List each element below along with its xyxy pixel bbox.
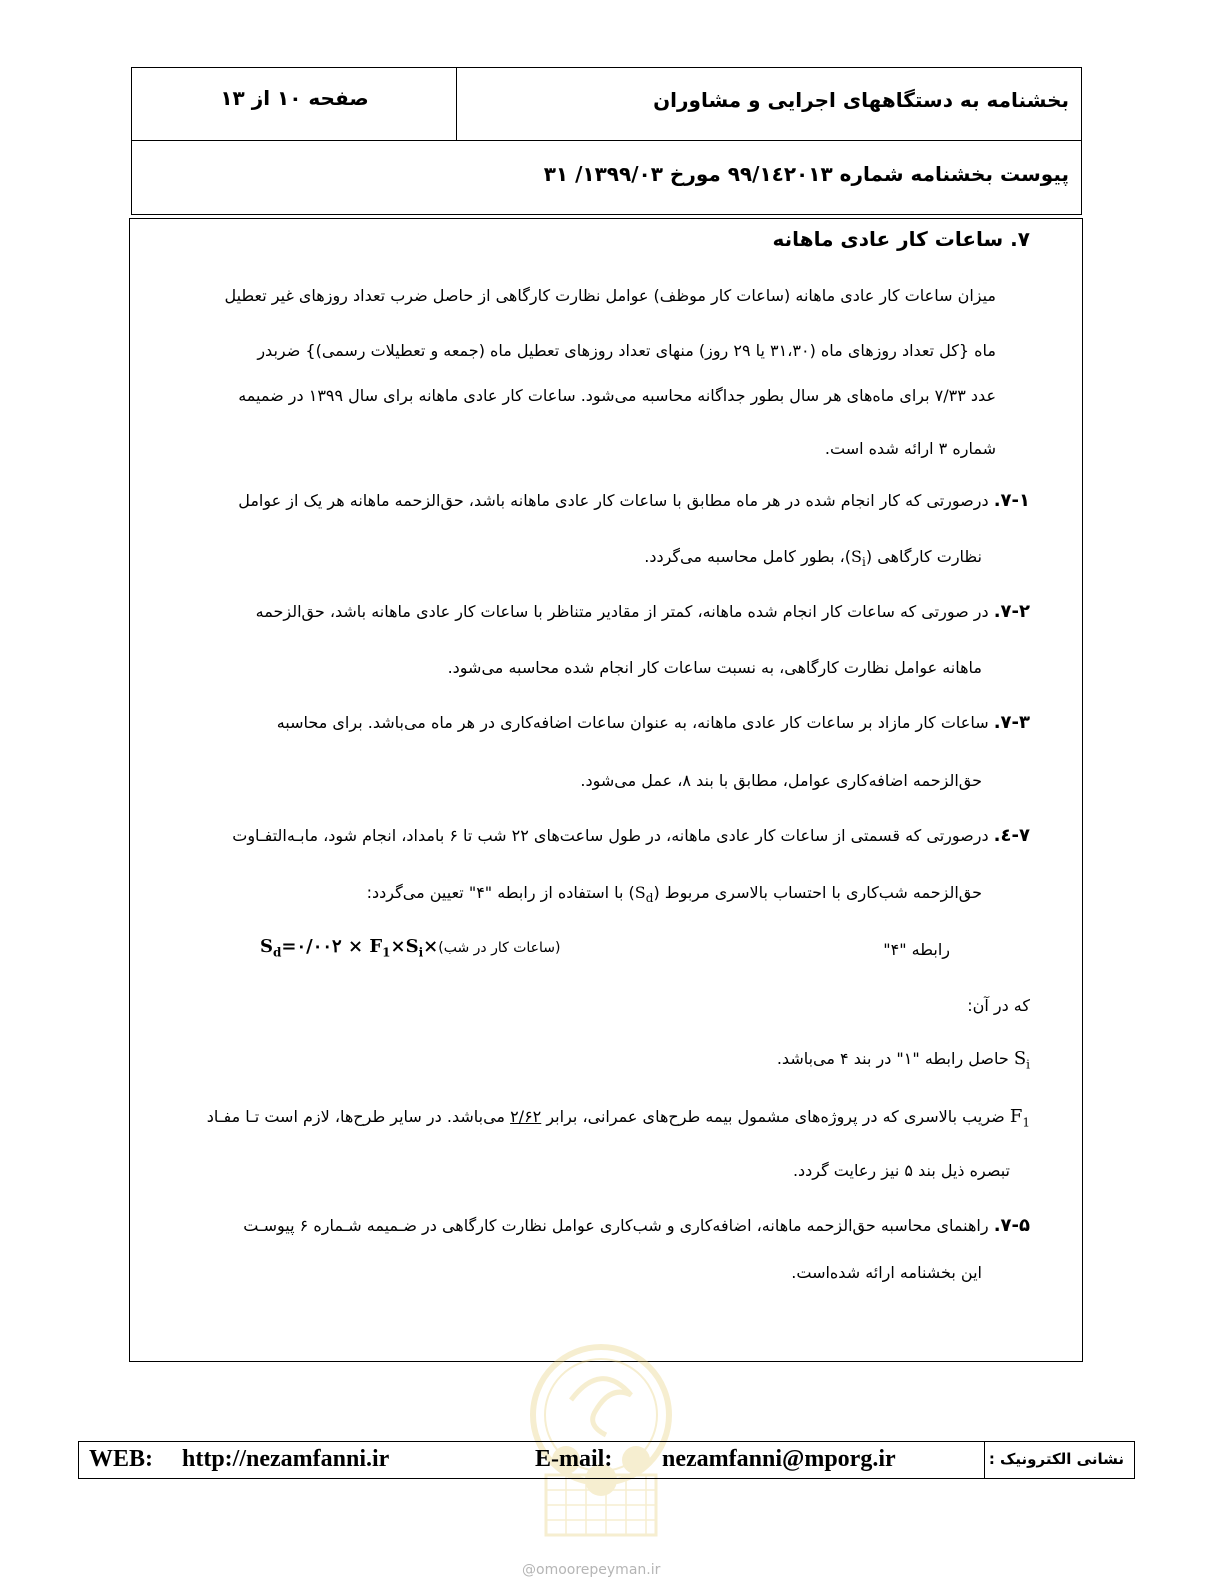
item-7-3 [175,712,1030,734]
item-7-1-cont [644,546,982,573]
symbol-sd [634,883,654,906]
formula-label: رابطه "۴" [883,940,950,959]
symbol-letter: S [851,547,863,566]
symbol-letter: F [1009,1106,1023,1127]
header-row [132,68,1081,141]
item-7-5 [175,1215,1030,1237]
item-text: در صورتی که ساعات کار انجام شده ماهانه، کمتر از مقادیر متناظر با ساعات کار عادی ماهانه باشد، حق‌الزحمه [255,602,989,621]
symbol-sub: i [862,555,866,570]
section-title: ۷. ساعات کار عادی ماهانه [772,227,1030,251]
watermark-logo-icon [511,1340,691,1540]
definition-text: ضریب بالاسری که در پروژه‌های مشمول بیمه طرح‌های عمرانی، برابر [546,1107,1005,1126]
formula-paren: (ساعات کار در شب) [438,940,561,956]
web-label: WEB: [89,1446,154,1472]
item-text: ) با استفاده از رابطه "۴" تعیین می‌گردد: [366,883,635,902]
symbol-sub: d [645,891,654,906]
email-label: E-mail: [535,1446,613,1472]
formula-times: × [423,936,439,957]
header-table [131,67,1082,215]
email-link[interactable]: nezamfanni@mporg.ir [662,1446,896,1472]
item-7-1 [175,490,1030,512]
page-number: صفحه ۱۰ از ۱۳ [220,86,369,110]
circular-reference: پیوست بخشنامه شماره ۹۹/۱٤۲۰۱۳ مورخ ۱۳۹۹/۰۳/ ۳۱ [543,162,1069,186]
item-text: )، بطور کامل محاسبه می‌گردد. [644,547,852,566]
symbol-si [1013,1048,1030,1072]
intro-line-3: عدد ۷/۳۳ برای ماه‌های هر سال بطور جداگانه محاسبه می‌شود. ساعات کار عادی ماهانه برای سال ۱۳۹۹ در ضمیمه [238,386,996,405]
where-label: که در آن: [967,996,1030,1015]
formula-mid: =۰/۰۰۲ × F [281,936,383,957]
item-text: درصورتی که کار انجام شده در هر ماه مطابق با ساعات کار عادی ماهانه باشد، حق‌الزحمه ماهانه هر یک از عوامل [238,491,989,510]
definition-f1 [175,1106,1030,1134]
intro-line-1: میزان ساعات کار عادی ماهانه (ساعات کار موظف) عوامل نظارت کارگاهی از حاصل ضرب تعداد روزهای غیر تعطیل [224,286,996,305]
footer-label: نشانی الکترونیک : [988,1450,1124,1468]
formula-expression [260,936,560,960]
watermark-text: @omoorepeyman.ir [522,1562,661,1578]
item-7-5-cont: این بخشنامه ارائه شده‌است. [791,1263,982,1282]
intro-line-2: ماه {کل تعداد روزهای ماه (۳۱،۳۰ یا ۲۹ روز) منهای تعداد روزهای تعطیل ماه (جمعه و تعطیلات رسمی)} ضربدر [257,341,996,360]
formula-sub: 1 [382,945,391,960]
footer-contact-bar [78,1441,1135,1479]
content-box [129,218,1083,1362]
formula-x: ×S [390,936,419,957]
overhead-coefficient: ۲/۶۲ [510,1107,542,1126]
definition-si [777,1048,1030,1076]
item-7-4-cont [367,882,982,909]
definition-text: می‌باشد. در سایر طرح‌ها، لازم است تـا مفـاد [206,1107,505,1126]
symbol-f1 [1009,1106,1030,1130]
formula-sub: d [273,945,282,960]
item-number: ۷-۳. [993,712,1030,733]
symbol-letter: S [1013,1048,1027,1069]
symbol-si [851,547,866,570]
item-number: ۷-۵. [993,1215,1030,1236]
item-number: ۷-۱. [993,490,1030,511]
definition-text: حاصل رابطه "۱" در بند ۴ می‌باشد. [776,1049,1009,1068]
item-7-2 [175,601,1030,623]
formula-sub: i [418,945,424,960]
footer-label-cell [984,1442,1134,1478]
formula-s: S [260,936,273,957]
symbol-sub: i [1026,1057,1030,1072]
header-page-cell [132,68,457,141]
definition-f1-cont: تبصره ذیل بند ۵ نیز رعایت گردد. [792,1161,1010,1180]
item-7-4 [175,825,1030,847]
symbol-sub: 1 [1022,1115,1030,1130]
item-number: ۷-۲. [993,601,1030,622]
intro-line-4: شماره ۳ ارائه شده است. [824,439,996,458]
symbol-letter: S [634,883,646,902]
item-number: ۷-٤. [993,825,1030,846]
item-text: درصورتی که قسمتی از ساعات کار عادی ماهانه، در طول ساعت‌های ۲۲ شب تا ۶ بامداد، انجام شود، مابـه‌التفـاوت [232,826,989,845]
header-title-cell [456,68,1081,141]
item-text: حق‌الزحمه شب‌کاری با احتساب بالاسری مربوط ( [653,883,982,902]
document-title: بخشنامه به دستگاههای اجرایی و مشاوران [653,88,1069,112]
item-7-3-cont: حق‌الزحمه اضافه‌کاری عوامل، مطابق با بند ۸، عمل می‌شود. [580,771,982,790]
item-text: راهنمای محاسبه حق‌الزحمه ماهانه، اضافه‌کاری و شب‌کاری عوامل نظارت کارگاهی در ضـمیمه شـماره ۶ پیوسـت [243,1216,989,1235]
web-link[interactable]: http://nezamfanni.ir [182,1446,390,1472]
item-text: نظارت کارگاهی ( [865,547,982,566]
item-text: ساعات کار مازاد بر ساعات کار عادی ماهانه، به عنوان ساعات اضافه‌کاری در هر ماه می‌باشد. برای محاسبه [276,713,989,732]
item-7-2-cont: ماهانه عوامل نظارت کارگاهی، به نسبت ساعات کار انجام شده محاسبه می‌شود. [447,658,982,677]
